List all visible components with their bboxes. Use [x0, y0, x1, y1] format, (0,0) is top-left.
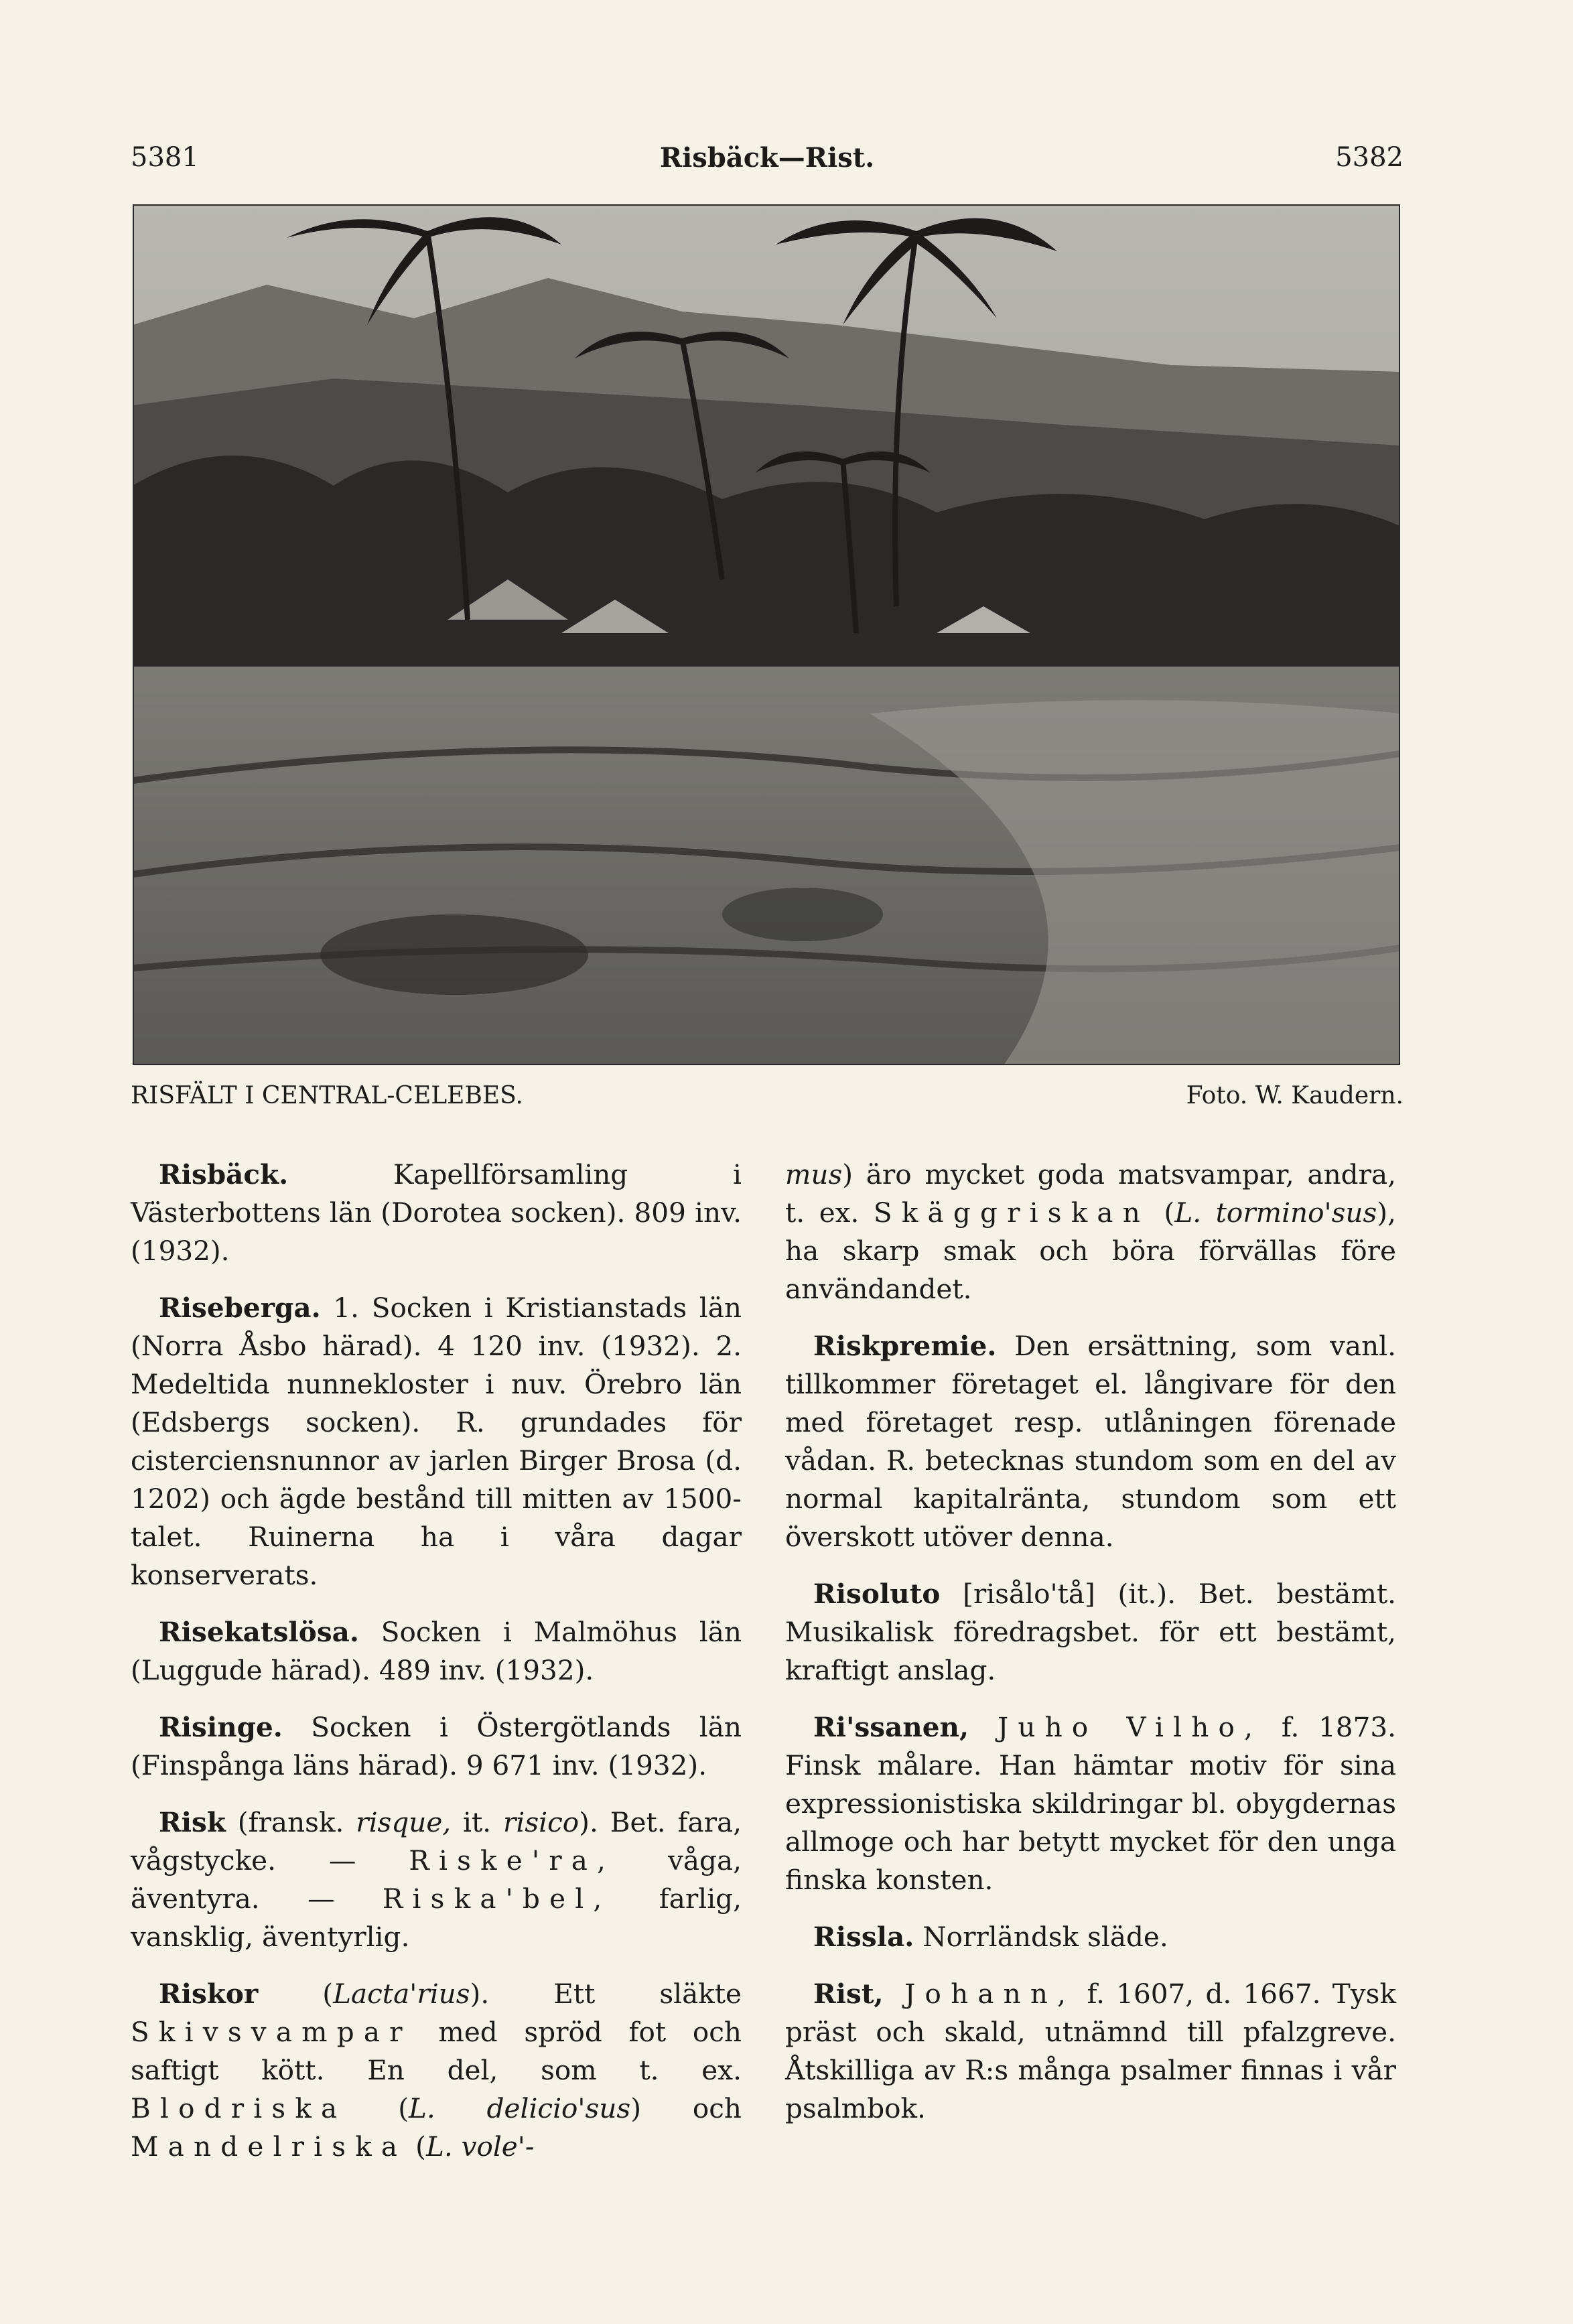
entry-risoluto	[785, 1575, 1396, 1690]
entry-text: med spröd fot och saftigt kött. En del, som t. ex.	[131, 2016, 742, 2086]
headword: Riskor	[159, 1978, 259, 2010]
entry-text: Norrländsk släde.	[914, 1921, 1168, 1953]
running-head	[131, 142, 1404, 182]
entry-text: (	[1150, 1197, 1175, 1229]
entry-spaced: Skivsvampar	[131, 2016, 412, 2048]
right-column	[785, 1156, 1396, 2146]
entry-text: Socken i Östergötlands län (Finspånga läns härad). 9 671 inv. (1932).	[131, 1711, 742, 1781]
headword: Riseberga.	[159, 1292, 321, 1324]
entry-spaced: Riska'bel,	[382, 1883, 612, 1915]
entry-risekatslosa	[131, 1613, 742, 1690]
entry-italic: L. delicio'sus	[409, 2092, 631, 2124]
page-number-right: 5382	[1335, 142, 1404, 173]
entry-text: ), ha skarp smak och böra förvällas före användandet.	[785, 1197, 1396, 1305]
entry-riskpremie	[785, 1327, 1396, 1556]
entry-text: ). Ett släkte	[470, 1978, 742, 2010]
headword: Riskpremie.	[813, 1330, 997, 1362]
headword: Risk	[159, 1806, 226, 1838]
entry-rissanen	[785, 1708, 1396, 1899]
entry-text: våga, äventyra. —	[131, 1844, 742, 1915]
entry-text: Den ersättning, som vanl. tillkommer företaget el. långivare för den med företaget resp. utlåningen förenade vådan. R. betecknas stundom som en del av normal kapitalränta, stundom som ett överskott utöver denna.	[785, 1330, 1396, 1553]
entry-text: Kapellförsamling i Västerbottens län (Dorotea socken). 809 inv. (1932).	[131, 1158, 742, 1267]
entry-text: (fransk.	[225, 1806, 356, 1838]
entry-text: farlig, vansklig, äventyrlig.	[131, 1883, 742, 1953]
entry-spaced: Juho Vilho,	[969, 1711, 1263, 1743]
entry-text: (	[346, 2092, 409, 2124]
entry-italic: mus	[785, 1158, 843, 1190]
entry-italic: L. tormino'sus	[1174, 1197, 1377, 1229]
entry-text: (	[258, 1978, 334, 2010]
entry-rist	[785, 1975, 1396, 2128]
entry-text: ). Bet. fara, vågstycke. —	[131, 1806, 742, 1876]
entry-italic: Lacta'rius	[333, 1978, 470, 2010]
entry-risback	[131, 1156, 742, 1270]
entry-italic: risico	[503, 1806, 579, 1838]
headword: Risekatslösa.	[159, 1616, 359, 1648]
entry-text: it.	[451, 1806, 504, 1838]
entry-text: (	[407, 2130, 426, 2163]
entry-text: 1. Socken i Kristianstads län (Norra Åsbo härad). 4 120 inv. (1932). 2. Medeltida nunnekloster i nuv. Örebro län (Edsbergs socken). R. grundades för cisterciensnunnor av jarlen Birger Brosa (d. 1202) och ägde bestånd till mitten av 1500-talet. Ruinerna ha i våra dagar konserverats.	[131, 1292, 742, 1591]
entry-text: f. 1873. Finsk målare. Han hämtar motiv för sina expressionistiska skildringar bl. obygdernas allmoge och har betytt mycket för den unga finska konsten.	[785, 1711, 1396, 1896]
entry-text: ) äro mycket goda matsvampar, andra, t. ex.	[785, 1158, 1396, 1229]
headword: Risinge.	[159, 1711, 283, 1743]
entry-spaced: Mandelriska	[131, 2130, 407, 2163]
left-column	[131, 1156, 742, 2185]
entry-riseberga	[131, 1289, 742, 1594]
entry-text: Socken i Malmöhus län (Luggude härad). 489 inv. (1932).	[131, 1616, 742, 1686]
rice-field-photo-illustration	[133, 204, 1400, 1065]
entry-spaced: Riske'ra,	[409, 1844, 616, 1876]
entry-italic: L. vole'-	[425, 2130, 535, 2163]
entry-rissla	[785, 1918, 1396, 1956]
entry-text: f. 1607, d. 1667. Tysk präst och skald, utnämnd till pfalzgreve. Åtskilliga av R:s många psalmer finnas i vår psalmbok.	[785, 1978, 1396, 2124]
entry-risinge	[131, 1708, 742, 1785]
entry-text: ) och	[630, 2092, 742, 2124]
page-number-left: 5381	[131, 142, 199, 173]
entry-spaced: Blodriska	[131, 2092, 347, 2124]
photograph-rice-fields	[133, 204, 1400, 1065]
headword: Rist,	[813, 1978, 884, 2010]
figure-caption	[131, 1082, 1404, 1122]
entry-risk	[131, 1803, 742, 1956]
headword: Risoluto	[813, 1578, 941, 1610]
headword: Ri'ssanen,	[813, 1711, 969, 1743]
caption-text: RISFÄLT I CENTRAL-CELEBES.	[131, 1082, 524, 1109]
headword: Rissla.	[813, 1921, 914, 1953]
photo-credit: Foto. W. Kaudern.	[1186, 1082, 1404, 1109]
entry-spaced: Skäggriskan	[873, 1197, 1150, 1229]
headword: Risbäck.	[159, 1158, 289, 1190]
entry-riskor-continued	[785, 1156, 1396, 1308]
entry-spaced: Johann,	[883, 1978, 1076, 2010]
entry-text: [risålo'tå] (it.). Bet. bestämt. Musikalisk föredragsbet. för ett bestämt, kraftigt anslag.	[785, 1578, 1396, 1686]
entry-italic: risque,	[356, 1806, 452, 1838]
page-title: Risbäck—Rist.	[659, 142, 875, 174]
entry-riskor	[131, 1975, 742, 2166]
